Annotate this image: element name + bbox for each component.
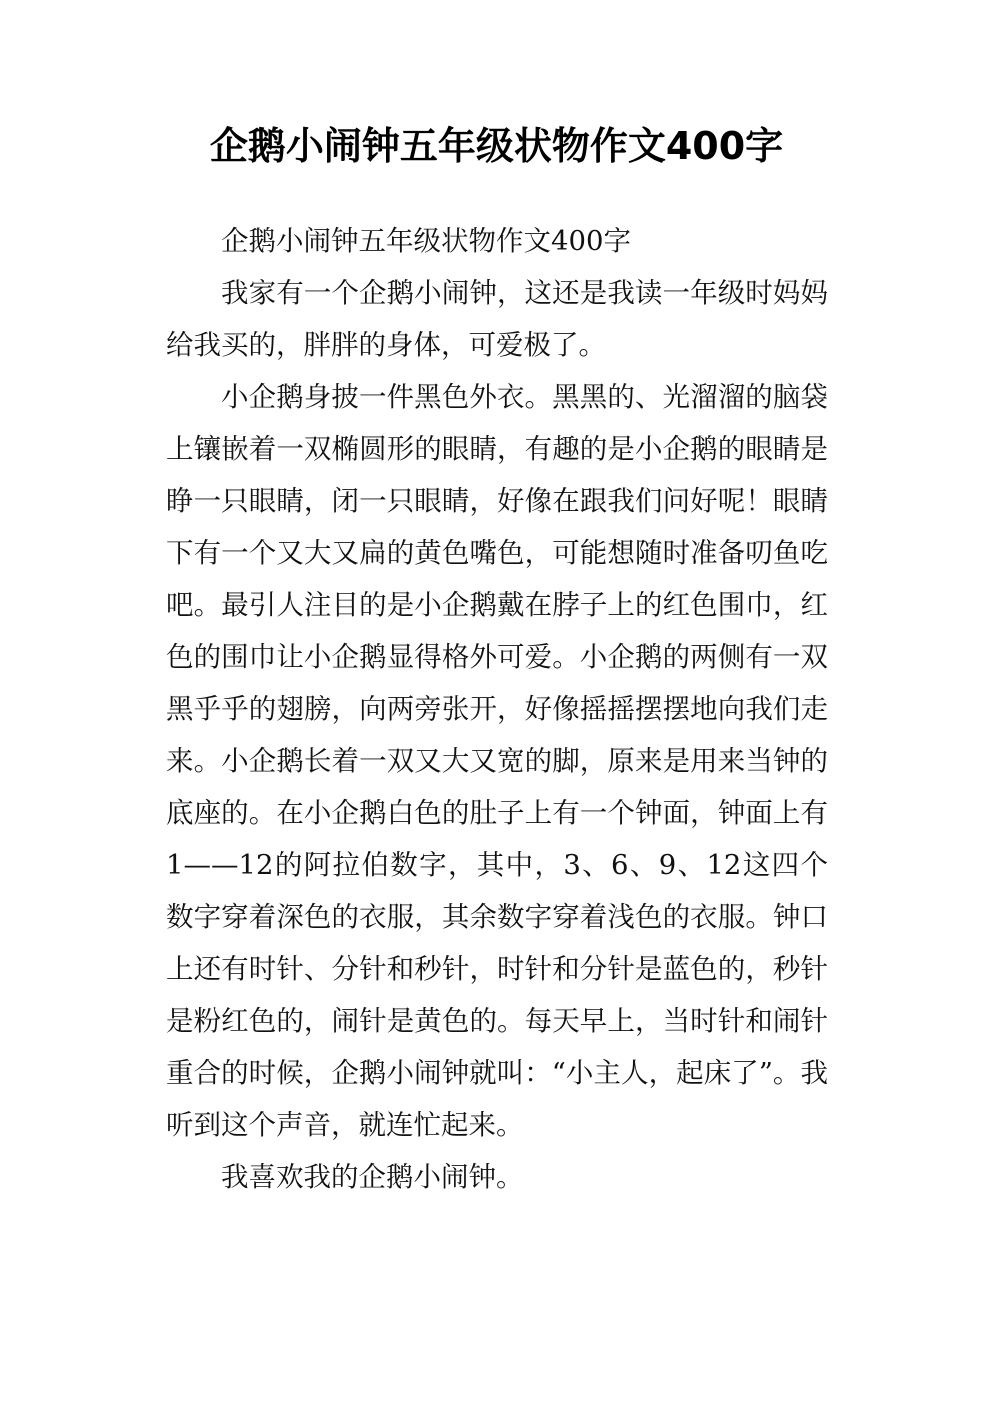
- paragraph-subtitle: 企鹅小闹钟五年级状物作文400字: [221, 225, 631, 257]
- document-title: 企鹅小闹钟五年级状物作文400字: [209, 124, 784, 168]
- paragraph-description: 小企鹅身披一件黑色外衣。黑黑的、光溜溜的脑袋上镶嵌着一双椭圆形的眼睛，有趣的是小企鹅的眼睛是睁一只眼睛，闭一只眼睛，好像在跟我们问好呢！眼睛下有一个又大又扁的黄色嘴色，可能想随时准备叨鱼吃吧。最引人注目的是小企鹅戴在脖子上的红色围巾，红色的围巾让小企鹅显得格外可爱。小企鹅的两侧有一双黑乎乎的翅膀，向两旁张开，好像摇摇摆摆地向我们走来。小企鹅长着一双又大又宽的脚，原来是用来当钟的底座的。在小企鹅白色的肚子上有一个钟面，钟面上有1——12的阿拉伯数字，其中，3、6、9、12这四个数字穿着深色的衣服，其余数字穿着浅色的衣服。钟口上还有时针、分针和秒针，时针和分针是蓝色的，秒针是粉红色的，闹针是黄色的。每天早上，当时针和闹针重合的时候，企鹅小闹钟就叫：“小主人，起床了”。我听到这个声音，就连忙起来。: [166, 381, 828, 1141]
- paragraph-intro: 我家有一个企鹅小闹钟，这还是我读一年级时妈妈给我买的，胖胖的身体，可爱极了。: [166, 277, 828, 361]
- paragraph-conclusion: 我喜欢我的企鹅小闹钟。: [221, 1161, 524, 1193]
- document-body: [166, 215, 828, 1203]
